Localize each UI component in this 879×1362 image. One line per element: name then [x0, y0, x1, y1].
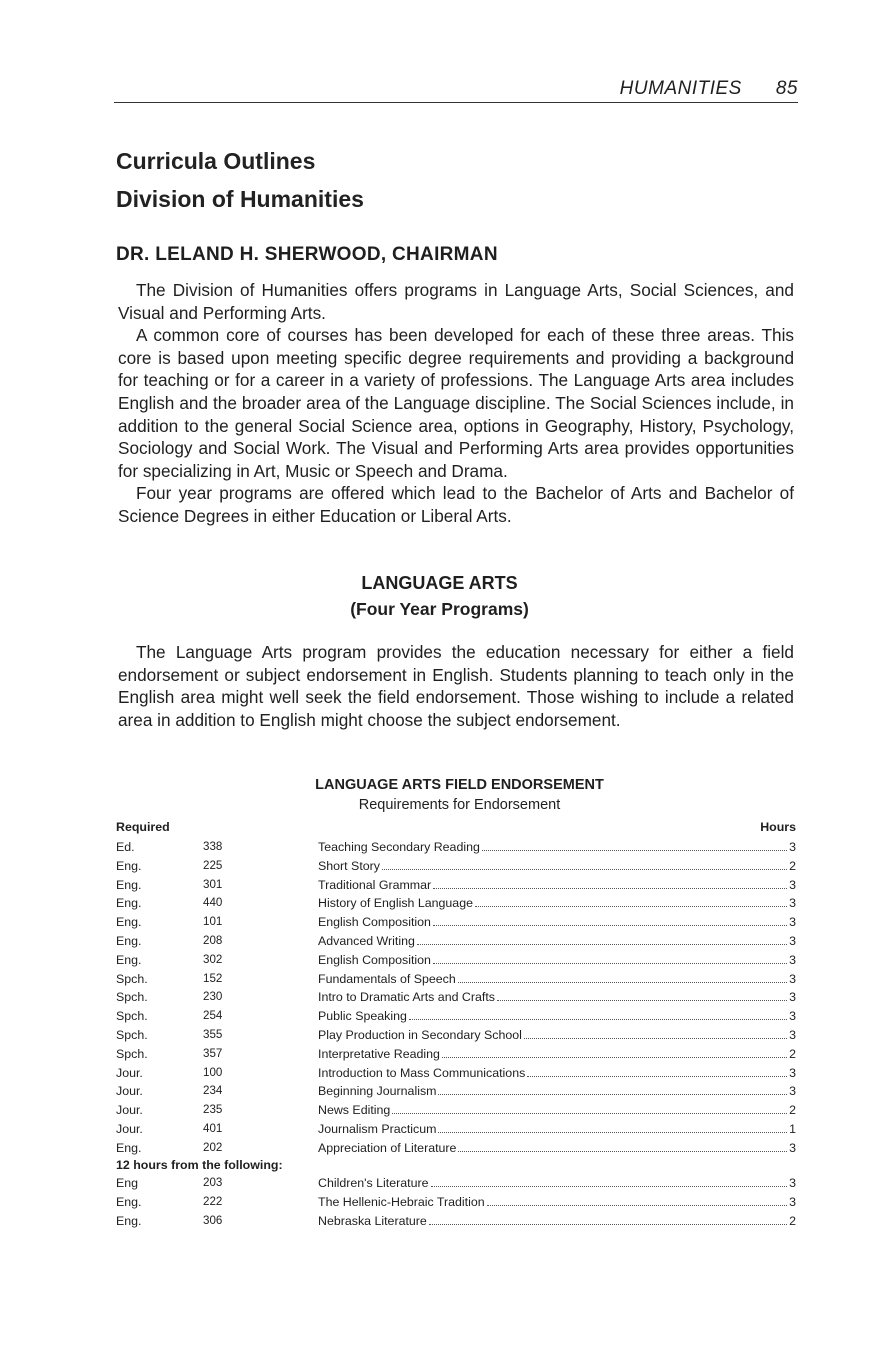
course-hours: 3: [789, 1194, 796, 1209]
page-number: 85: [775, 78, 798, 99]
course-hours: 2: [789, 1213, 796, 1228]
course-number: 254: [203, 1009, 223, 1023]
dot-leader: [487, 1205, 787, 1206]
course-number: 222: [203, 1194, 223, 1208]
table-row: [116, 1120, 796, 1138]
course-title-cell: [318, 1007, 796, 1025]
course-title-cell: [318, 1064, 796, 1082]
dot-leader: [433, 925, 787, 926]
dot-leader: [429, 1224, 787, 1225]
course-title-cell: [318, 988, 796, 1006]
table-row: [116, 1082, 796, 1100]
course-dept: Eng.: [116, 934, 142, 948]
dot-leader: [392, 1113, 787, 1114]
table-title: LANGUAGE ARTS FIELD ENDORSEMENT: [315, 777, 604, 793]
course-hours: 1: [789, 1122, 796, 1136]
table-row: [116, 932, 796, 950]
course-number: 101: [203, 915, 223, 929]
course-dept: Eng.: [116, 896, 142, 911]
course-number: 202: [203, 1140, 223, 1154]
dot-leader: [524, 1038, 787, 1039]
course-title: English Composition: [318, 915, 431, 930]
dot-leader: [527, 1076, 787, 1077]
dot-leader: [433, 963, 787, 964]
table-row: [116, 988, 796, 1006]
course-number: 100: [203, 1065, 223, 1079]
dot-leader: [438, 1132, 787, 1133]
intro-paragraph: The Division of Humanities offers programs in Language Arts, Social Sciences, and Visual and Performing Arts.: [118, 280, 794, 323]
table-row: [116, 857, 796, 875]
course-number: 235: [203, 1103, 223, 1117]
course-hours: 3: [789, 990, 796, 1005]
course-number: 225: [203, 858, 223, 872]
dot-leader: [442, 1057, 787, 1058]
course-dept: Eng.: [116, 1213, 142, 1228]
dot-leader: [382, 869, 787, 870]
course-number: 357: [203, 1046, 223, 1060]
running-head: [114, 78, 798, 102]
course-dept: Spch.: [116, 971, 148, 986]
section-text: [118, 641, 794, 731]
course-dept: Spch.: [116, 990, 148, 1005]
hours-label: Hours: [760, 820, 796, 834]
header-rule: [114, 102, 798, 103]
course-dept: Eng: [116, 1176, 139, 1190]
table-row: [116, 1064, 796, 1082]
table-row: [116, 876, 796, 894]
course-title-cell: [318, 1193, 796, 1211]
table-row: [116, 838, 796, 856]
course-hours: 3: [789, 1176, 796, 1190]
dot-leader: [458, 982, 787, 983]
course-dept: Ed.: [116, 840, 135, 854]
course-title-cell: [318, 876, 796, 894]
course-dept: Spch.: [116, 1009, 148, 1024]
chairman-heading: DR. LELAND H. SHERWOOD, CHAIRMAN: [116, 244, 498, 265]
page-title-line1: Curricula Outlines: [116, 148, 316, 174]
dot-leader: [409, 1019, 787, 1020]
table-row: [116, 1212, 796, 1230]
course-title-cell: [318, 1174, 796, 1192]
course-title-cell: [318, 1082, 796, 1100]
course-dept: Jour.: [116, 1122, 143, 1136]
course-number: 401: [203, 1122, 223, 1135]
dot-leader: [497, 1000, 787, 1001]
course-title: Interpretative Reading: [318, 1046, 440, 1061]
course-hours: 3: [789, 934, 796, 948]
running-head-title: HUMANITIES: [619, 78, 742, 99]
table-row: [116, 1139, 796, 1157]
course-hours: 3: [789, 1009, 796, 1024]
table-row: [116, 1045, 796, 1063]
course-title: Fundamentals of Speech: [318, 971, 456, 986]
course-title: Intro to Dramatic Arts and Crafts: [318, 990, 495, 1005]
section-subtitle: (Four Year Programs): [350, 599, 529, 619]
course-title: English Composition: [318, 952, 431, 967]
course-title-cell: [318, 857, 796, 875]
dot-leader: [438, 1094, 787, 1095]
course-title-cell: [318, 1045, 796, 1063]
table-row: [116, 951, 796, 969]
course-title-cell: [318, 894, 796, 912]
course-number: 301: [203, 877, 223, 891]
course-title: News Editing: [318, 1103, 391, 1118]
table-header: [116, 820, 796, 836]
course-dept: Eng.: [116, 952, 142, 967]
table-subtitle: Requirements for Endorsement: [358, 797, 561, 813]
course-title-cell: [318, 1101, 796, 1119]
course-title-cell: [318, 951, 796, 969]
course-dept: Eng.: [116, 877, 142, 892]
course-dept: Eng.: [116, 1194, 142, 1209]
course-hours: 3: [789, 915, 796, 930]
course-title-cell: [318, 932, 796, 950]
course-hours: 2: [789, 1103, 796, 1118]
course-title-cell: [318, 1120, 796, 1138]
course-hours: 3: [789, 1028, 796, 1042]
course-title-cell: [318, 970, 796, 988]
dot-leader: [458, 1151, 787, 1152]
table-row: [116, 913, 796, 931]
course-title: Introduction to Mass Communications: [318, 1065, 526, 1080]
course-title-cell: [318, 1139, 796, 1157]
dot-leader: [433, 888, 787, 889]
section-paragraph: The Language Arts program provides the education necessary for either a field endorsement or subject endorsement in English. Students planning to teach only in the English area might well seek the field endorsement. Those wishing to include a related area in addition to English might choose the subject endorsement.: [118, 642, 794, 730]
course-dept: Eng.: [116, 915, 142, 930]
course-dept: Eng.: [116, 858, 142, 873]
course-number: 230: [203, 990, 223, 1004]
course-title: Traditional Grammar: [318, 877, 432, 892]
intro-paragraph: A common core of courses has been developed for each of these three areas. This core is based upon meeting specific degree requirements and providing a background for teaching or for a career in a variety of professions. The Language Arts area includes English and the broader area of the Language discipline. The Social Sciences include, in addition to the general Social Science area, options in Geography, History, Psychology, Sociology and Social Work. The Visual and Performing Arts area provides opportunities for specializing in Art, Music or Speech and Drama.: [118, 325, 794, 481]
course-title-cell: [318, 913, 796, 931]
course-number: 355: [203, 1028, 223, 1041]
course-title: Teaching Secondary Reading: [318, 840, 480, 854]
course-title: History of English Language: [318, 896, 473, 911]
course-number: 234: [203, 1084, 223, 1098]
elective-label: 12 hours from the following:: [116, 1158, 283, 1172]
course-number: 338: [203, 840, 223, 853]
course-title: Appreciation of Literature: [318, 1140, 457, 1155]
table-row: [116, 1174, 796, 1192]
course-hours: 3: [789, 840, 796, 854]
course-number: 302: [203, 952, 223, 966]
table-row: [116, 1007, 796, 1025]
table-row: [116, 1101, 796, 1119]
course-dept: Jour.: [116, 1084, 143, 1099]
table-row: [116, 1026, 796, 1044]
dot-leader: [475, 906, 787, 907]
course-number: 306: [203, 1213, 223, 1227]
course-number: 152: [203, 971, 223, 985]
table-row: [116, 894, 796, 912]
course-number: 203: [203, 1176, 223, 1189]
dot-leader: [431, 1186, 788, 1187]
course-dept: Jour.: [116, 1065, 143, 1080]
course-hours: 3: [789, 896, 796, 911]
course-hours: 2: [789, 1046, 796, 1061]
intro-paragraph: Four year programs are offered which lead to the Bachelor of Arts and Bachelor of Science Degrees in either Education or Liberal Arts.: [118, 483, 794, 526]
course-dept: Spch.: [116, 1046, 148, 1061]
dot-leader: [482, 850, 787, 851]
course-title-cell: [318, 1026, 796, 1044]
required-label: Required: [116, 820, 170, 834]
course-dept: Spch.: [116, 1028, 148, 1042]
course-title: Advanced Writing: [318, 934, 415, 948]
page-title-line2: Division of Humanities: [116, 186, 364, 212]
course-title: Short Story: [318, 858, 380, 873]
course-hours: 3: [789, 952, 796, 967]
course-hours: 3: [789, 1065, 796, 1080]
course-dept: Eng.: [116, 1140, 142, 1155]
course-title: Play Production in Secondary School: [318, 1028, 522, 1042]
course-title-cell: [318, 838, 796, 856]
dot-leader: [417, 944, 787, 945]
course-hours: 3: [789, 1084, 796, 1099]
table-row: [116, 1193, 796, 1211]
course-hours: 3: [789, 1140, 796, 1155]
course-number: 440: [203, 896, 223, 910]
course-title-cell: [318, 1212, 796, 1230]
section-title: LANGUAGE ARTS: [361, 573, 518, 593]
intro-text: [118, 279, 794, 528]
course-dept: Jour.: [116, 1103, 143, 1118]
table-row: [116, 970, 796, 988]
course-title: Public Speaking: [318, 1009, 407, 1024]
course-title: Journalism Practicum: [318, 1122, 437, 1136]
course-title: Children's Literature: [318, 1176, 429, 1190]
course-hours: 3: [789, 971, 796, 986]
course-hours: 2: [789, 858, 796, 873]
course-hours: 3: [789, 877, 796, 892]
course-number: 208: [203, 934, 223, 947]
course-title: Nebraska Literature: [318, 1213, 427, 1228]
course-title: The Hellenic-Hebraic Tradition: [318, 1194, 485, 1209]
course-title: Beginning Journalism: [318, 1084, 437, 1099]
